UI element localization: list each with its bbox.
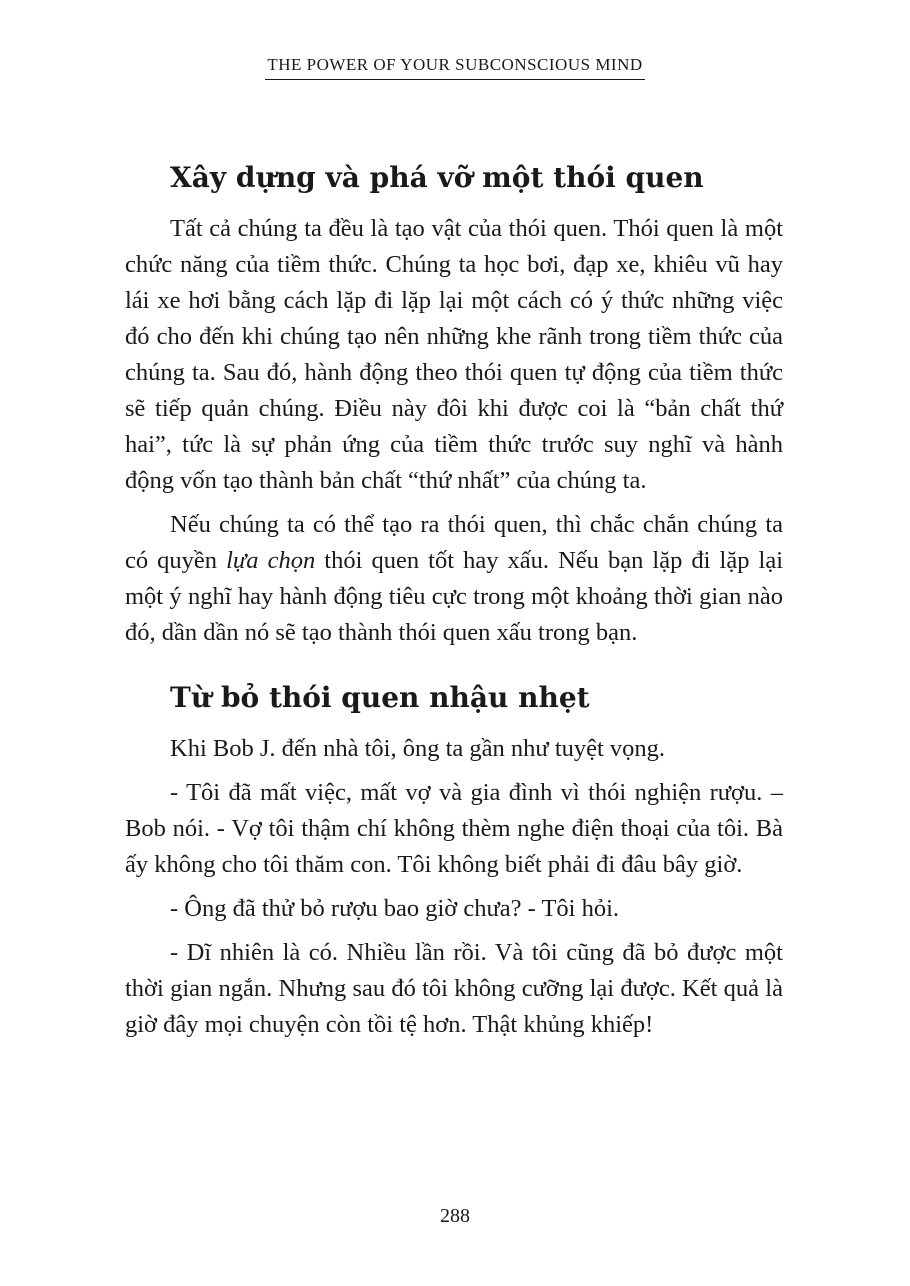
paragraph: - Dĩ nhiên là có. Nhiều lần rồi. Và tôi cũng đã bỏ được một thời gian ngắn. Nhưng sau đó tôi không cưỡng lại được. Kết quả là giờ đây mọi chuyện còn tồi tệ hơn. Thật khủng khiếp! <box>125 939 783 1038</box>
page-number: 288 <box>440 1205 470 1227</box>
section-heading-habit: Xây dựng và phá vỡ một thói quen <box>170 161 704 194</box>
paragraph-text: thói quen tốt hay xấu. Nếu bạn lặp đi lặp lại một ý nghĩ hay hành động tiêu cực trong một khoảng thời gian nào đó, dần dần nó sẽ tạo thành thói quen xấu trong bạn. <box>125 547 783 646</box>
section-heading-drinking: Từ bỏ thói quen nhậu nhẹt <box>170 681 590 714</box>
running-header-title: THE POWER OF YOUR SUBCONSCIOUS MIND <box>267 55 643 74</box>
paragraph: Khi Bob J. đến nhà tôi, ông ta gần như tuyệt vọng. <box>170 735 666 762</box>
paragraph: - Ông đã thử bỏ rượu bao giờ chưa? - Tôi hỏi. <box>170 895 620 922</box>
paragraph: Tất cả chúng ta đều là tạo vật của thói quen. Thói quen là một chức năng của tiềm thức. Chúng ta học bơi, đạp xe, khiêu vũ hay lái xe hơi bằng cách lặp đi lặp lại một cách có ý thức những việc đó cho đến khi chúng tạo nên những khe rãnh trong tiềm thức của chúng ta. Sau đó, hành động theo thói quen tự động của tiềm thức sẽ tiếp quản chúng. Điều này đôi khi được coi là “bản chất thứ hai”, tức là sự phản ứng của tiềm thức trước suy nghĩ và hành động vốn tạo thành bản chất “thứ nhất” của chúng ta. <box>125 215 783 494</box>
header-rule <box>265 79 645 80</box>
page-body <box>125 155 783 1051</box>
emphasis-text: lựa chọn <box>226 547 316 574</box>
paragraph-text: Nếu chúng ta có thể tạo ra thói quen, thì chắc chắn chúng ta có quyền <box>125 511 783 574</box>
paragraph <box>125 507 783 651</box>
running-header <box>0 55 910 80</box>
paragraph: - Tôi đã mất việc, mất vợ và gia đình vì thói nghiện rượu. – Bob nói. - Vợ tôi thậm chí không thèm nghe điện thoại của tôi. Bà ấy không cho tôi thăm con. Tôi không biết phải đi đâu bây giờ. <box>125 779 783 878</box>
